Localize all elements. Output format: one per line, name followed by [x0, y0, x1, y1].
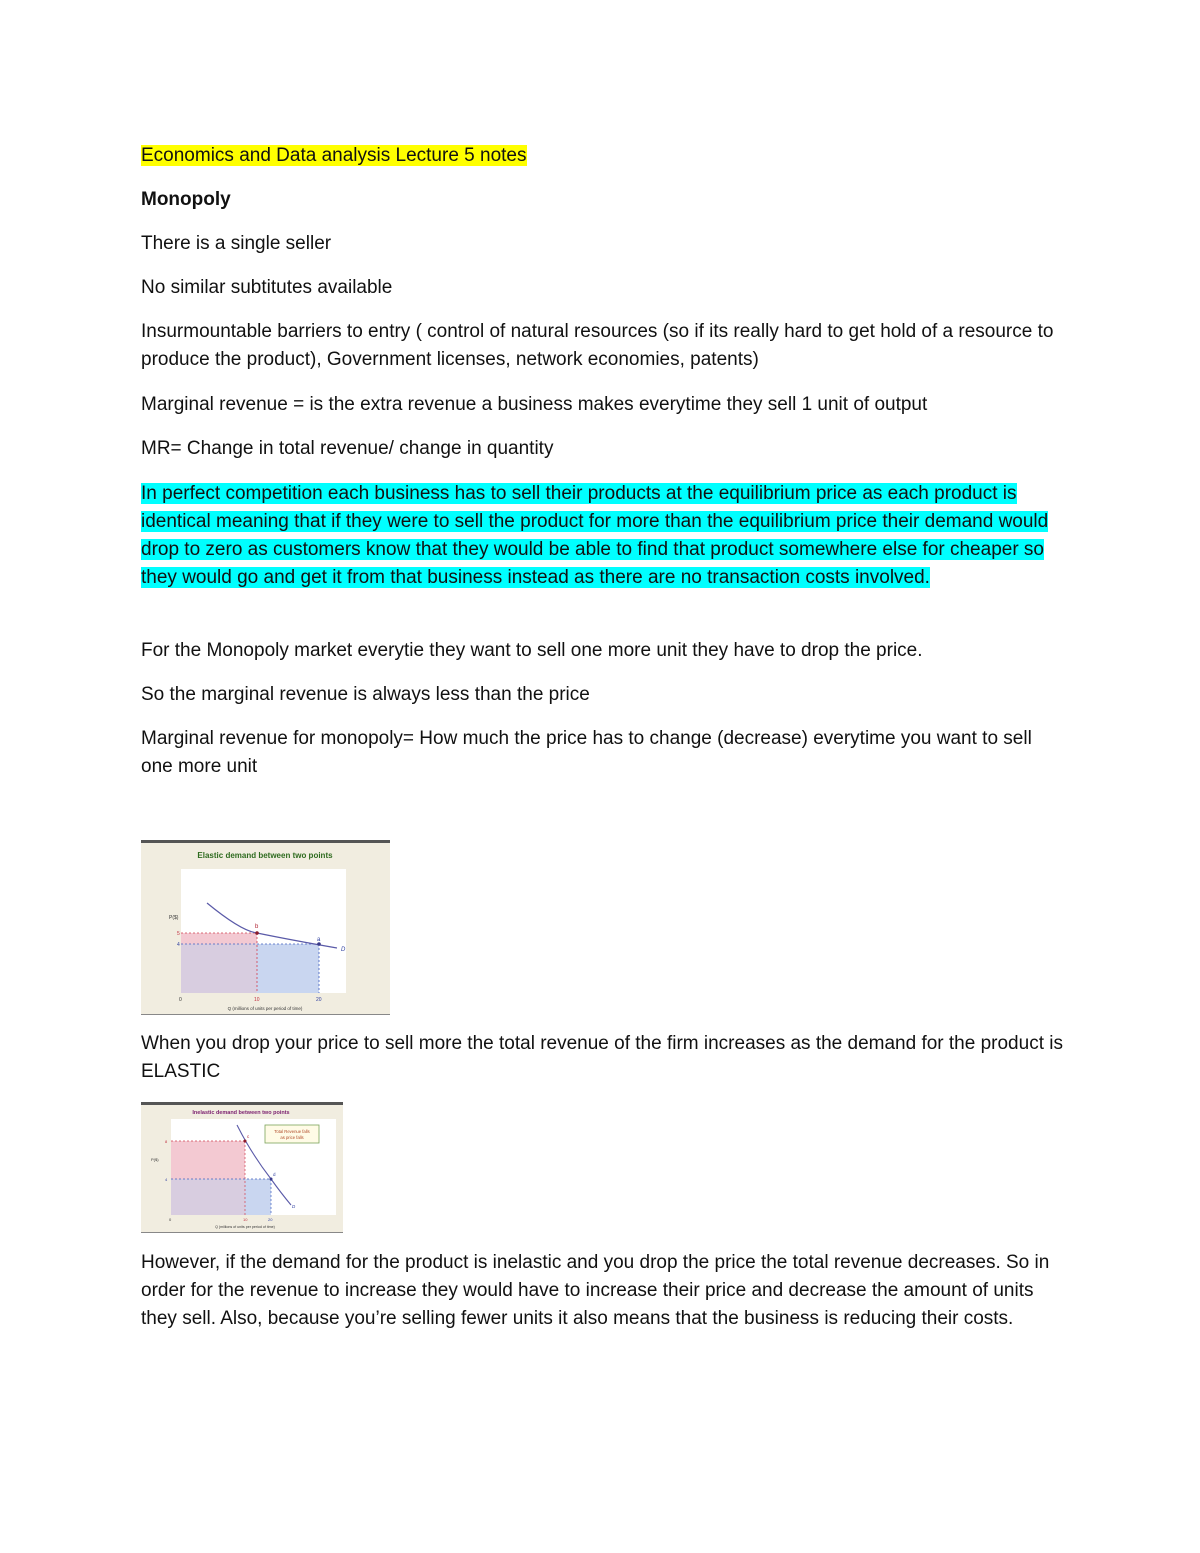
inelastic-callout-line1: Total Revenue falls — [274, 1129, 310, 1134]
inelastic-revenue-area-d-extra — [245, 1179, 271, 1215]
elastic-x-tick-20: 20 — [316, 997, 322, 1003]
paragraph-inelastic: However, if the demand for the product is inelastic and you drop the price the total revenue decreases. So in order for the revenue to increase they would have to increase their price and decrease the amount of units they sell. Also, because you’re selling fewer units it also means that the business is reducing their costs. — [141, 1252, 1050, 1329]
elastic-overlap-area — [181, 944, 257, 993]
paragraph-no-substitutes: No similar subtitutes available — [141, 277, 393, 298]
inelastic-x-tick-20: 20 — [268, 1217, 273, 1222]
inelastic-chart-title: Inelastic demand between two points — [192, 1110, 290, 1116]
inelastic-x-tick-0: 0 — [169, 1217, 172, 1222]
paragraph-perfect-competition — [141, 480, 1066, 592]
elastic-demand-figure — [141, 840, 390, 1015]
inelastic-point-d-label: d — [273, 1172, 276, 1177]
elastic-x-axis-label: Q (millions of units per period of time) — [227, 1006, 303, 1011]
elastic-chart-title: Elastic demand between two points — [197, 851, 333, 860]
inelastic-callout-line2: as price falls — [280, 1135, 304, 1140]
document-title: Economics and Data analysis Lecture 5 notes — [141, 145, 527, 166]
elastic-x-tick-10: 10 — [254, 997, 260, 1003]
elastic-demand-chart — [141, 843, 390, 1014]
paragraph-monopoly-price-drop: For the Monopoly market everytie they want to sell one more unit they have to drop the price. — [141, 640, 923, 661]
paragraph-barriers: Insurmountable barriers to entry ( control of natural resources (so if its really hard to get hold of a resource to produce the product), Government licenses, network economies, patents) — [141, 321, 1054, 370]
paragraph-mr-formula: MR= Change in total revenue/ change in quantity — [141, 438, 554, 459]
paragraph-single-seller: There is a single seller — [141, 233, 332, 254]
inelastic-demand-chart — [141, 1105, 343, 1232]
elastic-y-tick-4: 4 — [177, 942, 180, 948]
inelastic-demand-figure — [141, 1102, 343, 1233]
inelastic-x-tick-10: 10 — [243, 1217, 248, 1222]
elastic-curve-label: D — [341, 947, 346, 953]
document-title-line — [141, 142, 1066, 170]
elastic-y-axis-label: P($) — [169, 915, 179, 921]
inelastic-point-c — [244, 1140, 247, 1143]
paragraph-mr-less-than-price: So the marginal revenue is always less than the price — [141, 684, 590, 705]
inelastic-curve-label: D — [292, 1204, 296, 1209]
inelastic-x-axis-label: Q (millions of units per period of time) — [215, 1225, 275, 1229]
elastic-point-b — [255, 931, 259, 935]
elastic-point-b-label: b — [255, 924, 259, 930]
paragraph-elastic: When you drop your price to sell more the total revenue of the firm increases as the demand for the product is ELASTIC — [141, 1033, 1063, 1082]
elastic-revenue-area-a-extra — [257, 944, 319, 993]
elastic-y-tick-5: 5 — [177, 931, 180, 937]
inelastic-point-d — [270, 1178, 273, 1181]
inelastic-point-c-label: c — [247, 1134, 250, 1139]
inelastic-callout-box — [265, 1125, 319, 1143]
section-heading: Monopoly — [141, 189, 231, 210]
elastic-point-a-label: a — [317, 937, 321, 943]
inelastic-y-tick-4: 4 — [165, 1177, 168, 1182]
paragraph-mr-monopoly: Marginal revenue for monopoly= How much the price has to change (decrease) everytime you want to sell one more unit — [141, 728, 1032, 777]
inelastic-overlap-area — [171, 1179, 245, 1215]
paragraph-marginal-revenue-def: Marginal revenue = is the extra revenue a business makes everytime they sell 1 unit of output — [141, 394, 928, 415]
highlighted-text: In perfect competition each business has to sell their products at the equilibrium price as each product is identical meaning that if they were to sell the product for more than the equilibrium price their demand would drop to zero as customers know that they would be able to find that product somewhere else for cheaper so they would go and get it from that business instead as there are no transaction costs involved. — [141, 483, 1049, 588]
inelastic-y-axis-label: P($) — [151, 1157, 159, 1162]
elastic-x-tick-0: 0 — [179, 997, 182, 1003]
inelastic-y-tick-8: 8 — [165, 1139, 168, 1144]
inelastic-revenue-area-c — [171, 1141, 245, 1179]
